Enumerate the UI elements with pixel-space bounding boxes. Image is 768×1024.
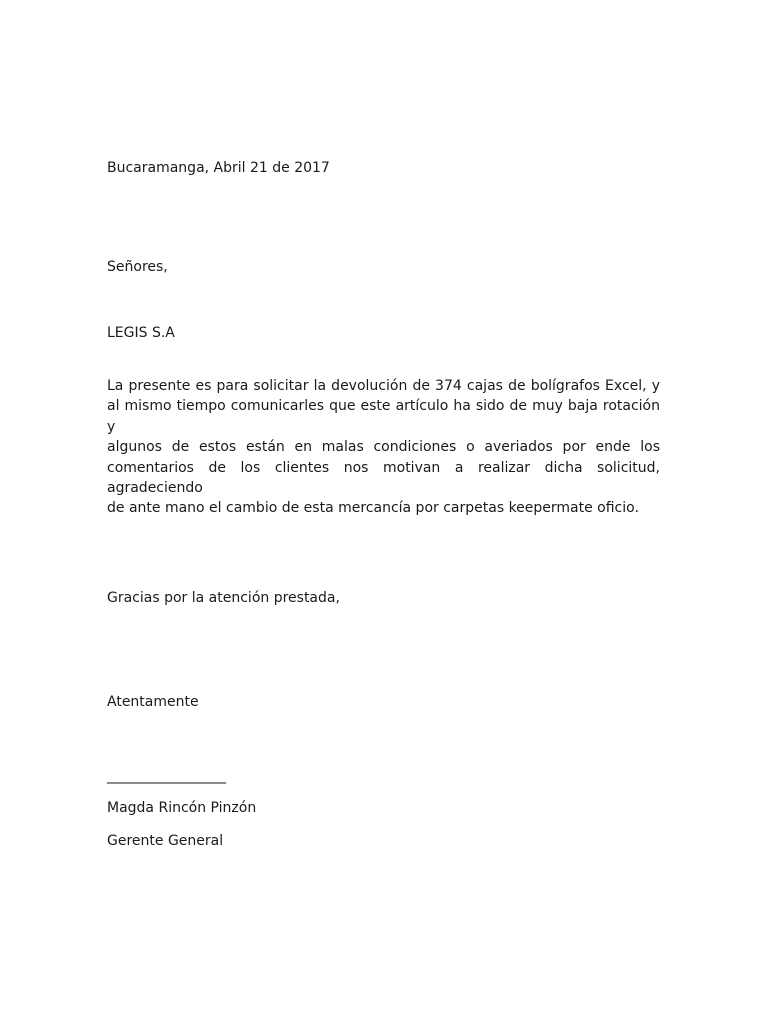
letter-closing: Atentamente [107, 694, 199, 710]
letter-body-line: al mismo tiempo comunicarles que este artículo ha sido de muy baja rotación y [107, 398, 660, 435]
signer-title: Gerente General [107, 833, 224, 849]
signature-line: _________________ [107, 768, 226, 784]
letter-body-line: La presente es para solicitar la devolución de 374 cajas de bolígrafos Excel, y [107, 378, 660, 394]
letter-thanks: Gracias por la atención prestada, [107, 590, 340, 606]
letter-recipient: LEGIS S.A [107, 325, 175, 341]
letter-salutation: Señores, [107, 259, 168, 275]
letter-body [107, 376, 660, 519]
letter-date: Bucaramanga, Abril 21 de 2017 [107, 160, 330, 176]
letter-body-line: algunos de estos están en malas condiciones o averiados por ende los [107, 439, 660, 456]
letter-body-line: comentarios de los clientes nos motivan a realizar dicha solicitud, agradeciendo [107, 459, 660, 497]
signer-name: Magda Rincón Pinzón [107, 800, 257, 816]
letter-body-line: de ante mano el cambio de esta mercancía por carpetas keepermate oficio. [107, 500, 639, 517]
